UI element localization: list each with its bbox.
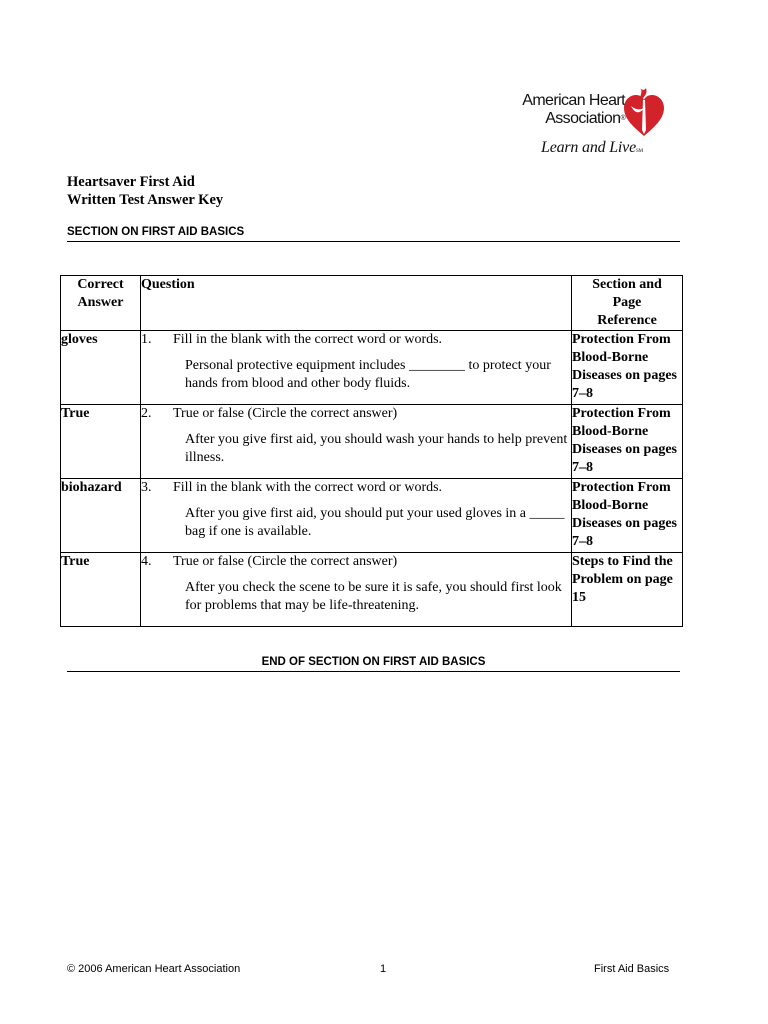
correct-answer: gloves <box>61 331 141 405</box>
section-reference: Protection From Blood-Borne Diseases on pages 7–8 <box>572 479 683 553</box>
heart-torch-icon <box>622 84 666 138</box>
logo-tagline <box>541 139 643 157</box>
footer-section-name: First Aid Basics <box>594 963 670 975</box>
header-answer-line-2: Answer <box>77 295 124 310</box>
logo-service-mark: SM <box>635 149 643 154</box>
footer-copyright: © 2006 American Heart Association <box>67 963 241 975</box>
question-cell <box>141 405 572 479</box>
question-detail: After you give first aid, you should put your used gloves in a _____ bag if one is available. <box>185 506 565 539</box>
question-cell <box>141 553 572 627</box>
document-title-line-1: Heartsaver First Aid <box>67 174 195 190</box>
end-section-heading: END OF SECTION ON FIRST AID BASICS <box>67 656 680 672</box>
answer-key-table <box>60 275 683 627</box>
logo-line-1: American Heart <box>522 92 625 109</box>
aha-logo <box>500 84 670 164</box>
table-row <box>61 553 683 627</box>
logo-line-2: Association <box>545 110 621 127</box>
question-prompt: Fill in the blank with the correct word or words. <box>173 332 443 347</box>
header-answer-line-1: Correct <box>77 277 124 292</box>
logo-registered-mark: ® <box>620 115 625 122</box>
logo-tagline-text: Learn and Live <box>541 139 636 156</box>
question-number: 1. <box>141 332 152 347</box>
table-row <box>61 331 683 405</box>
correct-answer: True <box>61 405 141 479</box>
header-ref-line-3: Reference <box>597 313 657 328</box>
table-row <box>61 405 683 479</box>
document-title <box>67 173 223 209</box>
question-number: 2. <box>141 406 152 421</box>
question-number: 4. <box>141 554 152 569</box>
section-heading: SECTION ON FIRST AID BASICS <box>67 226 680 242</box>
question-cell <box>141 479 572 553</box>
question-prompt: Fill in the blank with the correct word or words. <box>173 480 443 495</box>
question-detail: Personal protective equipment includes ________ to protect your hands from blood and other body fluids. <box>185 358 551 391</box>
header-ref-line-1: Section and <box>592 277 662 292</box>
section-reference: Protection From Blood-Borne Diseases on pages 7–8 <box>572 331 683 405</box>
correct-answer: biohazard <box>61 479 141 553</box>
question-cell <box>141 331 572 405</box>
logo-wordmark <box>500 92 625 128</box>
question-detail: After you give first aid, you should wash your hands to help prevent illness. <box>185 432 568 465</box>
section-reference: Protection From Blood-Borne Diseases on pages 7–8 <box>572 405 683 479</box>
question-prompt: True or false (Circle the correct answer) <box>173 554 398 569</box>
table-row <box>61 479 683 553</box>
question-prompt: True or false (Circle the correct answer) <box>173 406 398 421</box>
document-title-line-2: Written Test Answer Key <box>67 192 224 208</box>
section-reference: Steps to Find the Problem on page 15 <box>572 553 683 627</box>
header-section-reference <box>572 276 683 331</box>
header-ref-line-2: Page <box>612 295 642 310</box>
header-correct-answer <box>61 276 141 331</box>
header-question: Question <box>141 276 572 331</box>
question-number: 3. <box>141 480 152 495</box>
footer-page-number: 1 <box>380 963 387 975</box>
correct-answer: True <box>61 553 141 627</box>
table-header-row <box>61 276 683 331</box>
question-detail: After you check the scene to be sure it is safe, you should first look for problems that may be life-threatening. <box>185 580 562 613</box>
